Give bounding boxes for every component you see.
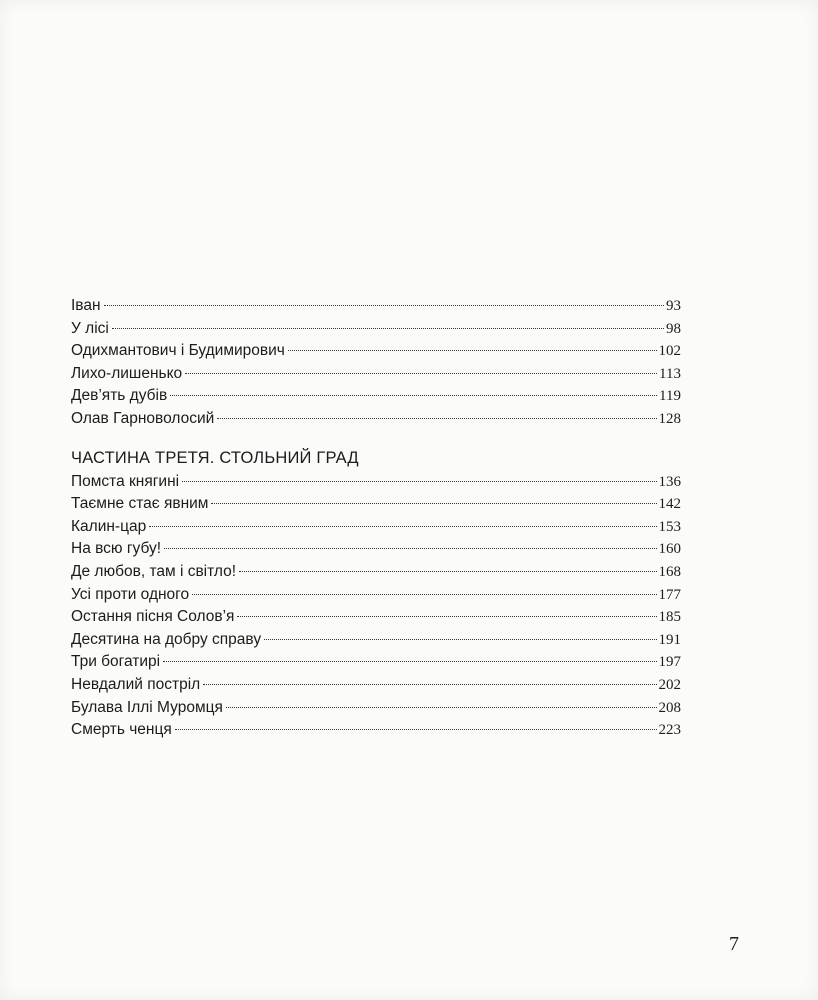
toc-entry-title: Три богатирі — [71, 653, 161, 671]
toc-entry-page: 160 — [658, 541, 681, 558]
dot-leader — [288, 350, 657, 351]
toc-entry — [71, 408, 681, 431]
dot-leader — [149, 526, 656, 527]
toc-entry — [71, 295, 681, 318]
toc-entry — [71, 629, 681, 652]
dot-leader — [104, 305, 664, 306]
toc-entry-page: 208 — [658, 699, 681, 716]
toc-entry — [71, 471, 681, 494]
toc-entry-title: Таємне стає явним — [71, 495, 209, 513]
toc-entry-title: Олав Гарноволосий — [71, 409, 215, 427]
toc-entry — [71, 697, 681, 720]
toc-entry-title: Невдалий постріл — [71, 675, 201, 693]
dot-leader — [239, 571, 656, 572]
dot-leader — [164, 548, 656, 549]
toc-entry — [71, 318, 681, 341]
toc-entry-title: Іван — [71, 297, 101, 314]
dot-leader — [203, 684, 656, 685]
toc-entry-page: 128 — [658, 410, 681, 427]
toc-entry-title: На всю губу! — [71, 540, 162, 558]
toc-entry-page: 153 — [658, 518, 681, 535]
section-heading: ЧАСТИНА ТРЕТЯ. СТОЛЬНИЙ ГРАД — [71, 448, 359, 467]
dot-leader — [170, 395, 657, 396]
toc-entry-title: Смерть ченця — [71, 721, 172, 739]
toc-entry — [71, 385, 681, 408]
toc-entry-title: У лісі — [71, 319, 109, 337]
toc-entry-page: 197 — [658, 654, 681, 671]
dot-leader — [163, 661, 656, 662]
dot-leader — [175, 729, 657, 730]
toc-entry-page: 191 — [658, 631, 681, 648]
toc-entry — [71, 561, 681, 584]
toc-entry-title: Лихо-лишенько — [71, 364, 183, 382]
toc-entry-page: 119 — [659, 388, 681, 405]
toc-entry — [71, 606, 681, 629]
page-number: 7 — [729, 933, 739, 955]
toc-entry-title: Одихмантович і Будимирович — [71, 342, 285, 360]
toc-entry — [71, 340, 681, 363]
toc-entry — [71, 719, 681, 742]
toc-entry — [71, 674, 681, 697]
toc-entry — [71, 493, 681, 516]
toc-entry-title: Де любов, там і світло! — [71, 562, 237, 580]
toc-entry-page: 102 — [658, 343, 681, 360]
toc-entry-page: 98 — [666, 320, 681, 337]
toc-entry-page: 93 — [666, 298, 681, 314]
dot-leader — [217, 418, 656, 419]
dot-leader — [185, 373, 657, 374]
toc-entry — [71, 363, 681, 386]
toc-entry — [71, 516, 681, 539]
toc-entry-title: Десятина на добру справу — [71, 630, 262, 648]
toc-entry-title: Булава Іллі Муромця — [71, 698, 223, 716]
toc-entry — [71, 538, 681, 561]
toc-entry — [71, 651, 681, 674]
dot-leader — [226, 707, 657, 708]
toc-entry-page: 185 — [658, 609, 681, 626]
toc-entry-title: Остання пісня Солов’я — [71, 608, 235, 626]
toc-entry-title: Калин-цар — [71, 517, 147, 535]
toc-entry-page: 142 — [658, 496, 681, 513]
toc-entry-page: 168 — [658, 563, 681, 580]
dot-leader — [192, 594, 656, 595]
toc-entry-page: 177 — [658, 586, 681, 603]
toc-entry-title: Помста княгині — [71, 472, 180, 490]
toc-entry-page: 136 — [658, 473, 681, 490]
dot-leader — [211, 503, 656, 504]
table-of-contents — [71, 295, 681, 742]
toc-entry-title: Усі проти одного — [71, 585, 190, 603]
toc-entry-page: 113 — [659, 365, 681, 382]
dot-leader — [264, 639, 656, 640]
toc-entry-page: 202 — [658, 676, 681, 693]
dot-leader — [182, 481, 656, 482]
dot-leader — [237, 616, 656, 617]
toc-entry — [71, 584, 681, 607]
toc-entry-page: 223 — [658, 722, 681, 739]
toc-entry-title: Дев’ять дубів — [71, 387, 168, 405]
dot-leader — [112, 328, 664, 329]
